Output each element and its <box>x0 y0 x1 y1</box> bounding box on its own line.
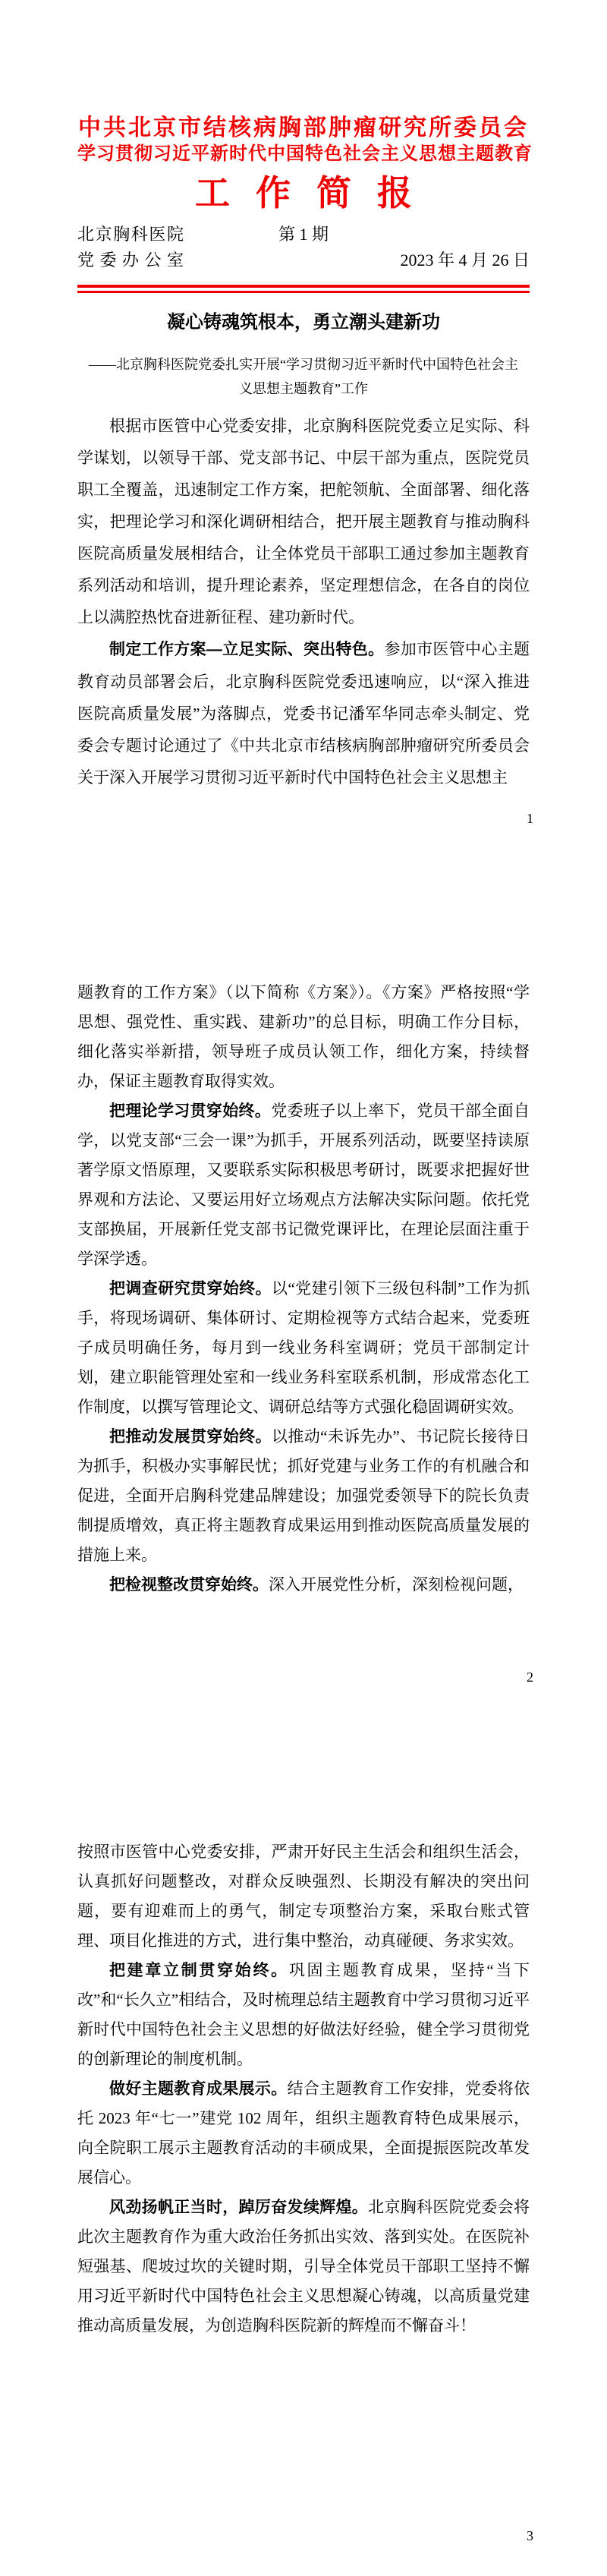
page-number-2: 2 <box>527 1670 533 1685</box>
page-1-body <box>77 410 530 793</box>
body-paragraph: 把检视整改贯穿始终。深入开展党性分析，深刻检视问题， <box>109 1575 524 1594</box>
document-page-2 <box>0 859 607 1717</box>
document-page-1 <box>0 0 607 859</box>
body-paragraph: 做好主题教育成果展示。结合主题教育工作安排，党委将依托 2023 年“七一”建党 102 周年，组织主题教育特色成果展示，向全院职工展示主题教育活动的丰硕成果，全面提振医院改革发展信心。 <box>77 2079 530 2187</box>
paragraph-lead: 风劲扬帆正当时，踔厉奋发续辉煌。 <box>109 2199 369 2216</box>
body-paragraph: 按照市医管中心党委安排，严肃开好民主生活会和组织生活会，认真抓好问题整改，对群众反映强烈、长期没有解决的突出问题，要有迎难而上的勇气，制定专项整治方案，采取台账式管理、项目化推进的方式，进行集中整治，动真碰硬、务求实效。 <box>77 1843 530 1950</box>
body-paragraph: 制定工作方案—立足实际、突出特色。参加市医管中心主题教育动员部署会后，北京胸科医院党委迅速响应，以“深入推进医院高质量发展”为落脚点，党委书记潘军华同志牵头制定、党委会专题讨论通过了《中共北京市结核病胸部肿瘤研究所委员会关于深入开展学习贯彻习近平新时代中国特色社会主义思想主 <box>77 640 530 787</box>
body-paragraph: 把建章立制贯穿始终。巩固主题教育成果，坚持“当下改”和“长久立”相结合，及时梳理总结主题教育中学习贯彻习近平新时代中国特色社会主义思想的好做法好经验，健全学习贯彻党的创新理论的制度机制。 <box>77 1961 530 2068</box>
issue-date: 2023 年 4 月 26 日 <box>400 251 530 270</box>
body-paragraph: 题教育的工作方案》（以下简称《方案》）。《方案》严格按照“学思想、强党性、重实践、建新功”的总目标，明确工作分目标，细化落实举新措，领导班子成员认领工作，细化方案，持续督办，保证主题教育取得实效。 <box>77 983 530 1090</box>
article-title: 凝心铸魂筑根本，勇立潮头建新功 <box>167 313 440 333</box>
masthead-theme-line: 学习贯彻习近平新时代中国特色社会主义思想主题教育 <box>77 144 533 164</box>
bulletin-title: 工作简报 <box>195 174 438 213</box>
body-paragraph: 把推动发展贯穿始终。以推动“未诉先办”、书记院长接待日为抓手，积极办实事解民忧；抓好党建与业务工作的有机融合和促进，全面开启胸科党建品牌建设；加强党委领导下的院长负责制提质增效，真正将主题教育成果运用到推动医院高质量发展的措施上来。 <box>77 1427 530 1564</box>
body-paragraph: 把理论学习贯穿始终。党委班子以上率下，党员干部全面自学，以党支部“三会一课”为抓手，开展系列活动，既要坚持读原著学原文悟原理，又要联系实际积极思考研讨，既要求把握好世界观和方法论、又要运用好立场观点方法解决实际问题。依托党支部换届，开展新任党支部书记微党课评比，在理论层面注重于学深学透。 <box>77 1102 530 1268</box>
paragraph-lead: 把检视整改贯穿始终。 <box>109 1576 269 1594</box>
body-paragraph: 把调查研究贯穿始终。以“党建引领下三级包科制”工作为抓手，将现场调研、集体研讨、定期检视等方式结合起来，党委班子成员明确任务，每月到一线业务科室调研；党员干部制定计划，建立职能管理处室和一线业务科室联系机制，形成常态化工作制度，以撰写管理论文、调研总结等方式强化稳固调研实效。 <box>77 1279 530 1416</box>
body-paragraph: 根据市医管中心党委安排，北京胸科医院党委立足实际、科学谋划，以领导干部、党支部书记、中层干部为重点，医院党员职工全覆盖，迅速制定工作方案，把舵领航、全面部署、细化落实，把理论学习和深化调研相结合，把开展主题教育与推动胸科医院高质量发展相结合，让全体党员干部职工通过参加主题教育系列活动和培训，提升理论素养，坚定理想信念，在各自的岗位上以满腔热忱奋进新征程、建功新时代。 <box>77 417 530 626</box>
paragraph-lead: 做好主题教育成果展示。 <box>109 2080 288 2098</box>
issue-number: 第 1 期 <box>278 225 329 244</box>
article-subtitle-line-2: 义思想主题教育”工作 <box>239 381 368 396</box>
issuer-name: 北京胸科医院 <box>77 225 184 244</box>
masthead-org-line: 中共北京市结核病胸部肿瘤研究所委员会 <box>78 115 529 140</box>
page-number-3: 3 <box>527 2528 533 2543</box>
issuer-office: 党委办公室 <box>77 251 184 270</box>
article-subtitle-line-1: ——北京胸科医院党委扎实开展“学习贯彻习近平新时代中国特色社会主 <box>89 357 518 372</box>
issue-info-row <box>77 222 530 275</box>
paragraph-lead: 把推动发展贯穿始终。 <box>109 1428 272 1446</box>
masthead-rule-thin <box>77 291 530 293</box>
document-page-3 <box>0 1717 607 2576</box>
paragraph-lead: 把调查研究贯穿始终。 <box>109 1280 272 1297</box>
paragraph-lead: 把建章立制贯穿始终。 <box>109 1962 289 1979</box>
body-paragraph: 风劲扬帆正当时，踔厉奋发续辉煌。北京胸科医院党委会将此次主题教育作为重大政治任务抓出实效、落到实处。在医院补短强基、爬坡过坎的关键时期，引导全体党员干部职工坚持不懈用习近平新时代中国特色社会主义思想凝心铸魂，以高质量党建推动高质量发展，为创造胸科医院新的辉煌而不懈奋斗！ <box>77 2198 530 2335</box>
page-2-body <box>77 978 530 1600</box>
masthead-rule-thick <box>77 285 530 288</box>
page-number-1: 1 <box>527 811 533 826</box>
page-3-body <box>77 1837 530 2341</box>
paragraph-lead: 把理论学习贯穿始终。 <box>109 1102 272 1120</box>
paragraph-lead: 制定工作方案—立足实际、突出特色。 <box>109 641 385 658</box>
